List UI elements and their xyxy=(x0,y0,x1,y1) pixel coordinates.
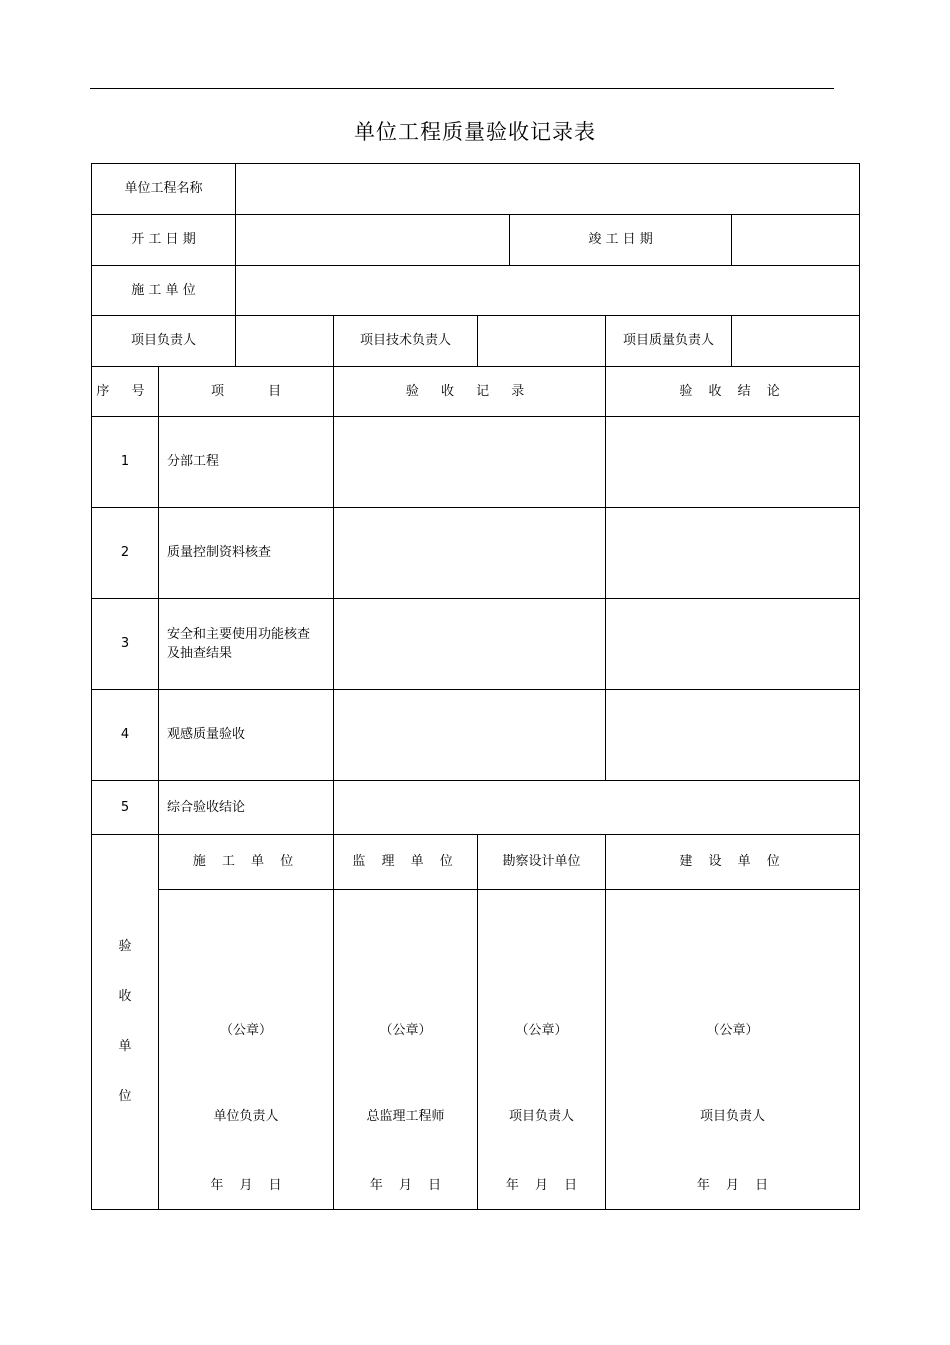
unit-name-owner: 建 设 单 位 xyxy=(606,835,860,890)
date-label: 年 月 日 xyxy=(369,1177,442,1193)
signature-cell-owner[interactable] xyxy=(606,890,860,1210)
builder-field[interactable] xyxy=(236,266,860,316)
row-record-field[interactable] xyxy=(334,690,606,781)
date-label: 年 月 日 xyxy=(210,1177,282,1193)
seal-label: （公章） xyxy=(515,1022,568,1038)
date-label: 年 月 日 xyxy=(696,1177,769,1193)
project-name-field[interactable] xyxy=(236,164,860,215)
row-no: 1 xyxy=(92,417,159,508)
date-label: 年 月 日 xyxy=(505,1177,578,1193)
row-conclusion-field[interactable] xyxy=(606,599,860,690)
row-item: 质量控制资料核查 xyxy=(159,508,334,599)
acceptance-units-label: 验 收 单 位 xyxy=(92,835,159,1210)
row-item: 综合验收结论 xyxy=(159,781,334,835)
pm-field[interactable] xyxy=(236,316,334,367)
row-item: 分部工程 xyxy=(159,417,334,508)
row-no: 4 xyxy=(92,690,159,781)
builder-label: 施 工 单 位 xyxy=(92,266,236,316)
start-date-label: 开 工 日 期 xyxy=(92,215,236,266)
signer-label: 单位负责人 xyxy=(213,1108,279,1124)
overall-conclusion-field[interactable] xyxy=(334,781,860,835)
seal-label: （公章） xyxy=(379,1022,432,1038)
page-title: 单位工程质量验收记录表 xyxy=(354,120,596,144)
header-rule xyxy=(90,88,834,89)
signer-label: 项目负责人 xyxy=(509,1108,575,1124)
end-date-label: 竣 工 日 期 xyxy=(510,215,732,266)
col-conclusion-header: 验 收 结 论 xyxy=(606,367,860,417)
col-seq-header: 序 号 xyxy=(92,367,159,417)
unit-name-construction: 施 工 单 位 xyxy=(159,835,334,890)
table-row xyxy=(92,599,860,690)
signer-label: 项目负责人 xyxy=(700,1108,766,1124)
row-record-field[interactable] xyxy=(334,508,606,599)
pm-label: 项目负责人 xyxy=(92,316,236,367)
row-item: 安全和主要使用功能核查及抽查结果 xyxy=(159,599,334,690)
acceptance-form xyxy=(91,163,860,1210)
table-row xyxy=(92,690,860,781)
quality-lead-field[interactable] xyxy=(732,316,860,367)
col-item-header: 项 目 xyxy=(159,367,334,417)
signature-cell-supervision[interactable] xyxy=(334,890,478,1210)
unit-name-supervision: 监 理 单 位 xyxy=(334,835,478,890)
row-conclusion-field[interactable] xyxy=(606,508,860,599)
seal-label: （公章） xyxy=(220,1022,273,1038)
signature-cell-design[interactable] xyxy=(478,890,606,1210)
table-row xyxy=(92,781,860,835)
row-record-field[interactable] xyxy=(334,417,606,508)
tech-lead-label: 项目技术负责人 xyxy=(334,316,478,367)
signer-label: 总监理工程师 xyxy=(366,1108,445,1124)
start-date-field[interactable] xyxy=(236,215,510,266)
row-conclusion-field[interactable] xyxy=(606,690,860,781)
tech-lead-field[interactable] xyxy=(478,316,606,367)
row-item: 观感质量验收 xyxy=(159,690,334,781)
table-row xyxy=(92,417,860,508)
row-no: 3 xyxy=(92,599,159,690)
unit-name-design: 勘察设计单位 xyxy=(478,835,606,890)
row-no: 5 xyxy=(92,781,159,835)
signature-cell-construction[interactable] xyxy=(159,890,334,1210)
table-row xyxy=(92,508,860,599)
end-date-field[interactable] xyxy=(732,215,860,266)
row-record-field[interactable] xyxy=(334,599,606,690)
row-no: 2 xyxy=(92,508,159,599)
col-record-header: 验 收 记 录 xyxy=(334,367,606,417)
quality-lead-label: 项目质量负责人 xyxy=(606,316,732,367)
project-name-label: 单位工程名称 xyxy=(92,164,236,215)
seal-label: （公章） xyxy=(706,1022,759,1038)
row-conclusion-field[interactable] xyxy=(606,417,860,508)
